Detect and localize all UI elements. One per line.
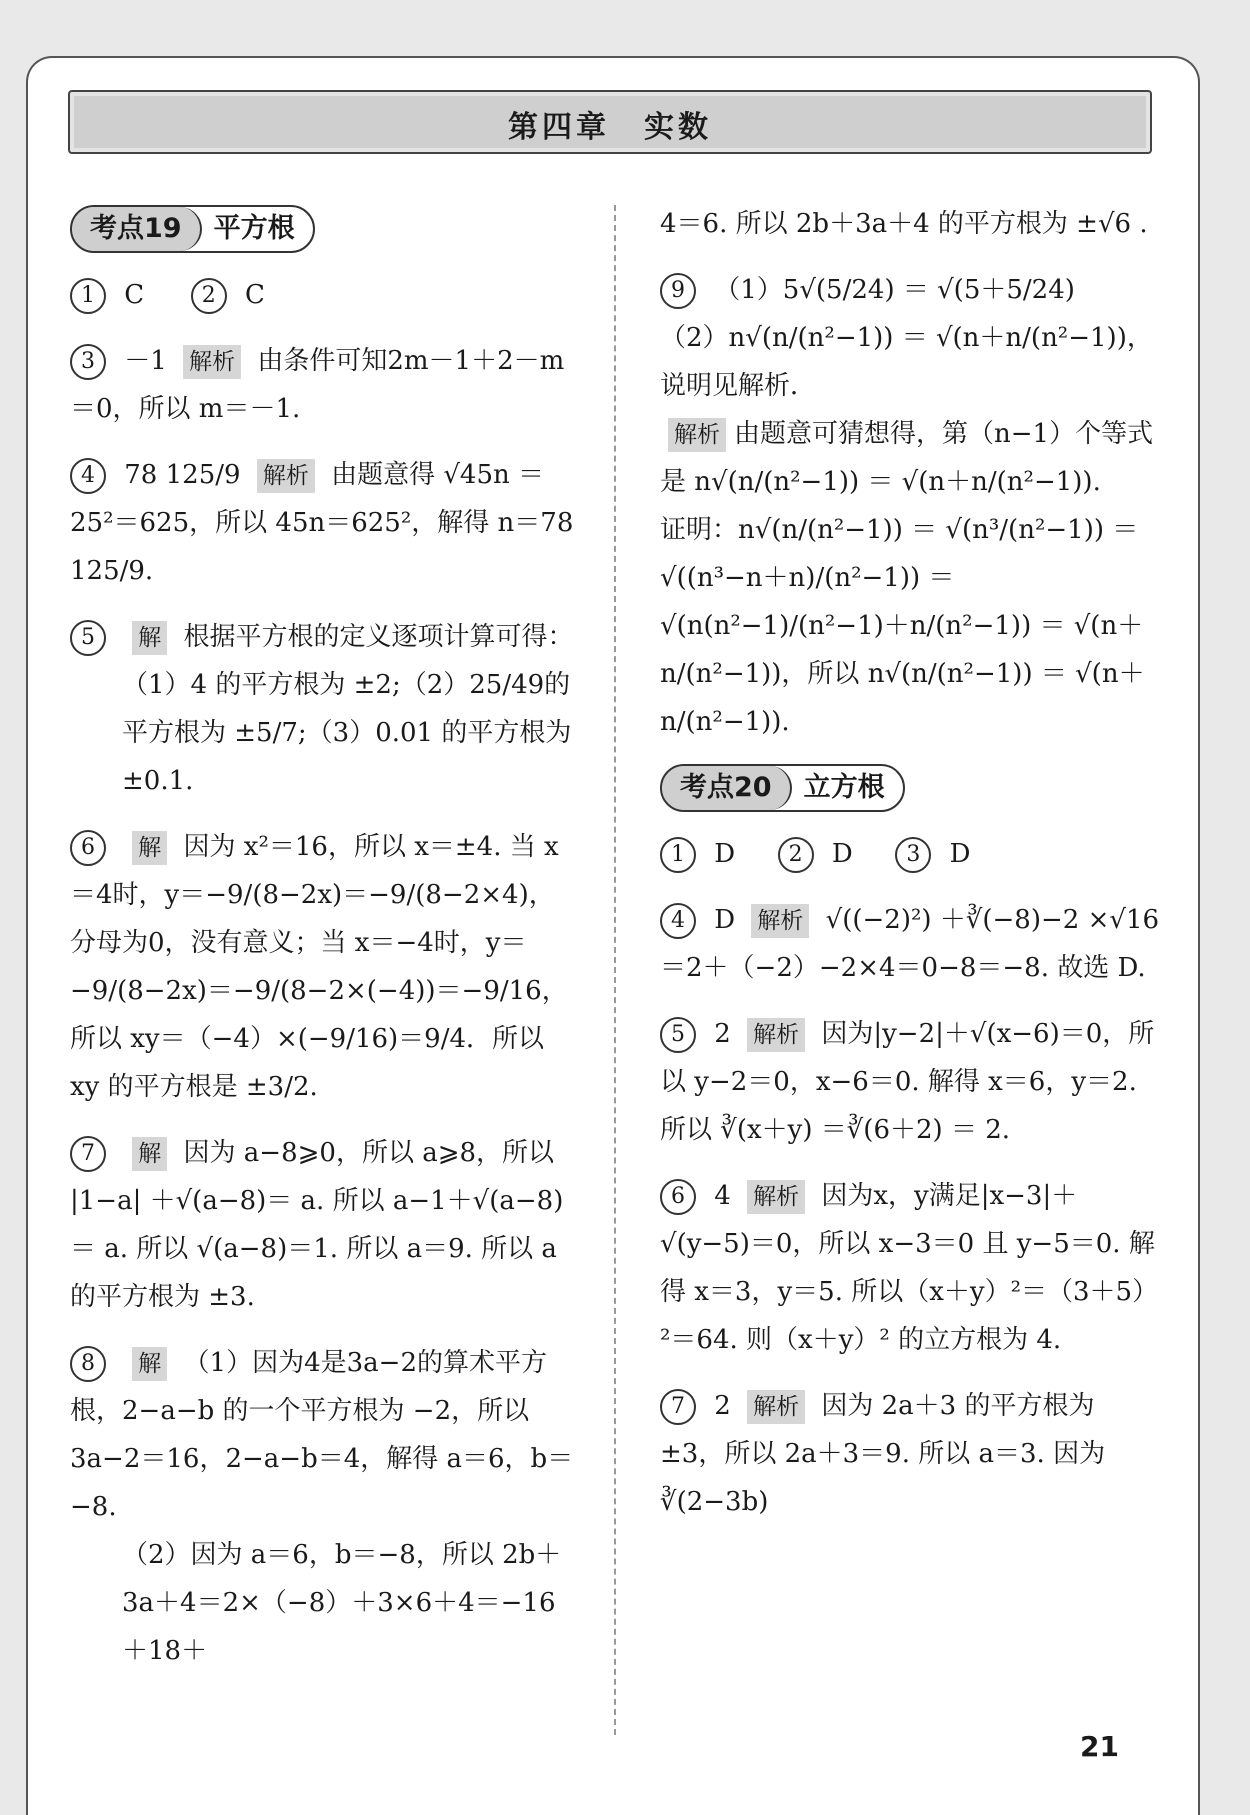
- analysis-tag: 解析: [747, 1018, 805, 1052]
- explanation: 因为 x²＝16，所以 x＝±4. 当 x＝4时，y＝−9/(8−2x)＝−9/(8−2×4)，分母为0，没有意义；当 x＝−4时，y＝−9/(8−2x)＝−9/(8−2×(−4))＝−9/16，所以 xy＝（−4）×(−9/16)＝9/4．所以 xy 的平方根是 ±3/2.: [70, 832, 568, 1102]
- question-number: 8: [70, 1346, 106, 1382]
- solution-tag: 解: [132, 621, 167, 655]
- question-3: [70, 337, 575, 433]
- question-number: 6: [70, 830, 106, 866]
- explanation: 因为 2a＋3 的平方根为 ±3，所以 2a＋3＝9. 所以 a＝3. 因为 ∛(2−3b): [660, 1391, 1106, 1517]
- question-1-3: [660, 830, 1160, 878]
- answer: D: [714, 839, 736, 869]
- right-column: [660, 200, 1160, 1544]
- answer: －1: [124, 346, 167, 376]
- section-19-label: 考点19: [72, 207, 202, 251]
- question-5: [660, 1010, 1160, 1154]
- analysis-tag: 解析: [183, 345, 241, 379]
- section-20-name: 立方根: [803, 772, 885, 803]
- answer: D: [714, 905, 736, 935]
- analysis-tag: 解析: [257, 459, 315, 493]
- explanation: 根据平方根的定义逐项计算可得：: [183, 622, 574, 652]
- answer: （1）5√(5/24) ＝ √(5＋5/24): [714, 275, 1075, 305]
- explanation: （2）因为 a＝6，b＝−8，所以 2b＋3a＋4＝2×（−8）＋3×6＋4＝−16＋18＋: [122, 1540, 562, 1666]
- analysis-tag: 解析: [747, 1390, 805, 1424]
- explanation: 因为|y−2|＋√(x−6)＝0，所以 y−2＝0，x−6＝0. 解得 x＝6，y＝2. 所以 ∛(x＋y) ＝∛(6＋2) ＝ 2.: [660, 1019, 1155, 1145]
- question-number: 7: [70, 1136, 106, 1172]
- section-20-badge: [660, 764, 905, 812]
- question-number: 5: [660, 1017, 696, 1053]
- question-7: [70, 1129, 575, 1321]
- answer: D: [949, 839, 971, 869]
- explanation: √((−2)²) ＋∛(−8)−2 ×√16 ＝2＋（−2）−2×4＝0−8＝−8. 故选 D.: [660, 905, 1160, 983]
- question-number: 2: [778, 837, 814, 873]
- proof: 证明：n√(n/(n²−1)) ＝ √(n³/(n²−1)) ＝ √((n³−n＋n)/(n²−1)) ＝ √(n(n²−1)/(n²−1)＋n/(n²−1)) ＝ √(n＋n/(n²−1))，所以 n√(n/(n²−1)) ＝ √(n＋n/(n²−1)).: [660, 515, 1145, 737]
- explanation: 因为x，y满足|x−3|＋√(y−5)＝0，所以 x−3＝0 且 y−5＝0. 解得 x＝3，y＝5. 所以（x＋y）²＝（3＋5）²＝64. 则（x＋y）² 的立方根为 4.: [660, 1181, 1159, 1355]
- chapter-header: [68, 90, 1152, 154]
- solution-tag: 解: [132, 1347, 167, 1381]
- question-1-2: [70, 271, 575, 319]
- question-number: 5: [70, 620, 106, 656]
- explanation: 因为 a−8⩾0，所以 a⩾8，所以 |1−a| ＋√(a−8)＝ a. 所以 a−1＋√(a−8)＝ a. 所以 √(a−8)＝1. 所以 a＝9. 所以 a 的平方根为 ±3.: [70, 1138, 564, 1312]
- section-20-label: 考点20: [662, 766, 792, 810]
- question-9: [660, 266, 1160, 746]
- question-number: 4: [70, 458, 106, 494]
- question-4: [70, 451, 575, 595]
- question-7: [660, 1382, 1160, 1526]
- solution-tag: 解: [132, 831, 167, 865]
- section-19-badge: [70, 205, 315, 253]
- chapter-title: 第四章 实数: [508, 110, 712, 145]
- analysis-tag: 解析: [668, 418, 726, 452]
- analysis-tag: 解析: [747, 1180, 805, 1214]
- answer: C: [244, 280, 265, 310]
- question-number: 3: [895, 837, 931, 873]
- section-19-name: 平方根: [213, 213, 295, 244]
- explanation: （1）因为4是3a−2的算术平方根，2−a−b 的一个平方根为 −2，所以 3a−2＝16，2−a−b＝4，解得 a＝6，b＝−8.: [70, 1348, 574, 1522]
- page-number: 21: [1080, 1730, 1119, 1763]
- question-number: 9: [660, 273, 696, 309]
- answer: C: [124, 280, 145, 310]
- explanation: 由题意可猜想得，第（n−1）个等式是 n√(n/(n²−1)) ＝ √(n＋n/(n²−1)).: [660, 419, 1154, 497]
- question-number: 7: [660, 1389, 696, 1425]
- question-number: 1: [70, 278, 106, 314]
- column-divider: [614, 205, 616, 1735]
- question-number: 1: [660, 837, 696, 873]
- answer: D: [831, 839, 853, 869]
- question-4: [660, 896, 1160, 992]
- answer: 4: [714, 1181, 731, 1211]
- question-6: [70, 823, 575, 1111]
- question-5: [70, 613, 575, 805]
- solution-tag: 解: [132, 1137, 167, 1171]
- answer: 2: [714, 1019, 731, 1049]
- answer: 2: [714, 1391, 731, 1421]
- question-6: [660, 1172, 1160, 1364]
- answer: 78 125/9: [124, 460, 241, 490]
- question-number: 6: [660, 1179, 696, 1215]
- answer: （2）n√(n/(n²−1)) ＝ √(n＋n/(n²−1))，说明见解析．: [660, 323, 1153, 401]
- left-column: [70, 205, 575, 1693]
- explanation: 由条件可知2m－1＋2－m＝0，所以 m＝－1.: [70, 346, 565, 424]
- explanation: （1）4 的平方根为 ±2;（2）25/49的平方根为 ±5/7;（3）0.01 的平方根为 ±0.1.: [122, 670, 572, 796]
- question-number: 2: [191, 278, 227, 314]
- question-number: 4: [660, 903, 696, 939]
- question-8-continued: 4＝6. 所以 2b＋3a＋4 的平方根为 ±√6 .: [660, 209, 1148, 239]
- question-number: 3: [70, 344, 106, 380]
- explanation: 由题意得 √45n ＝25²＝625，所以 45n＝625²，解得 n＝78 125/9.: [70, 460, 574, 586]
- question-8: [70, 1339, 575, 1675]
- analysis-tag: 解析: [751, 904, 809, 938]
